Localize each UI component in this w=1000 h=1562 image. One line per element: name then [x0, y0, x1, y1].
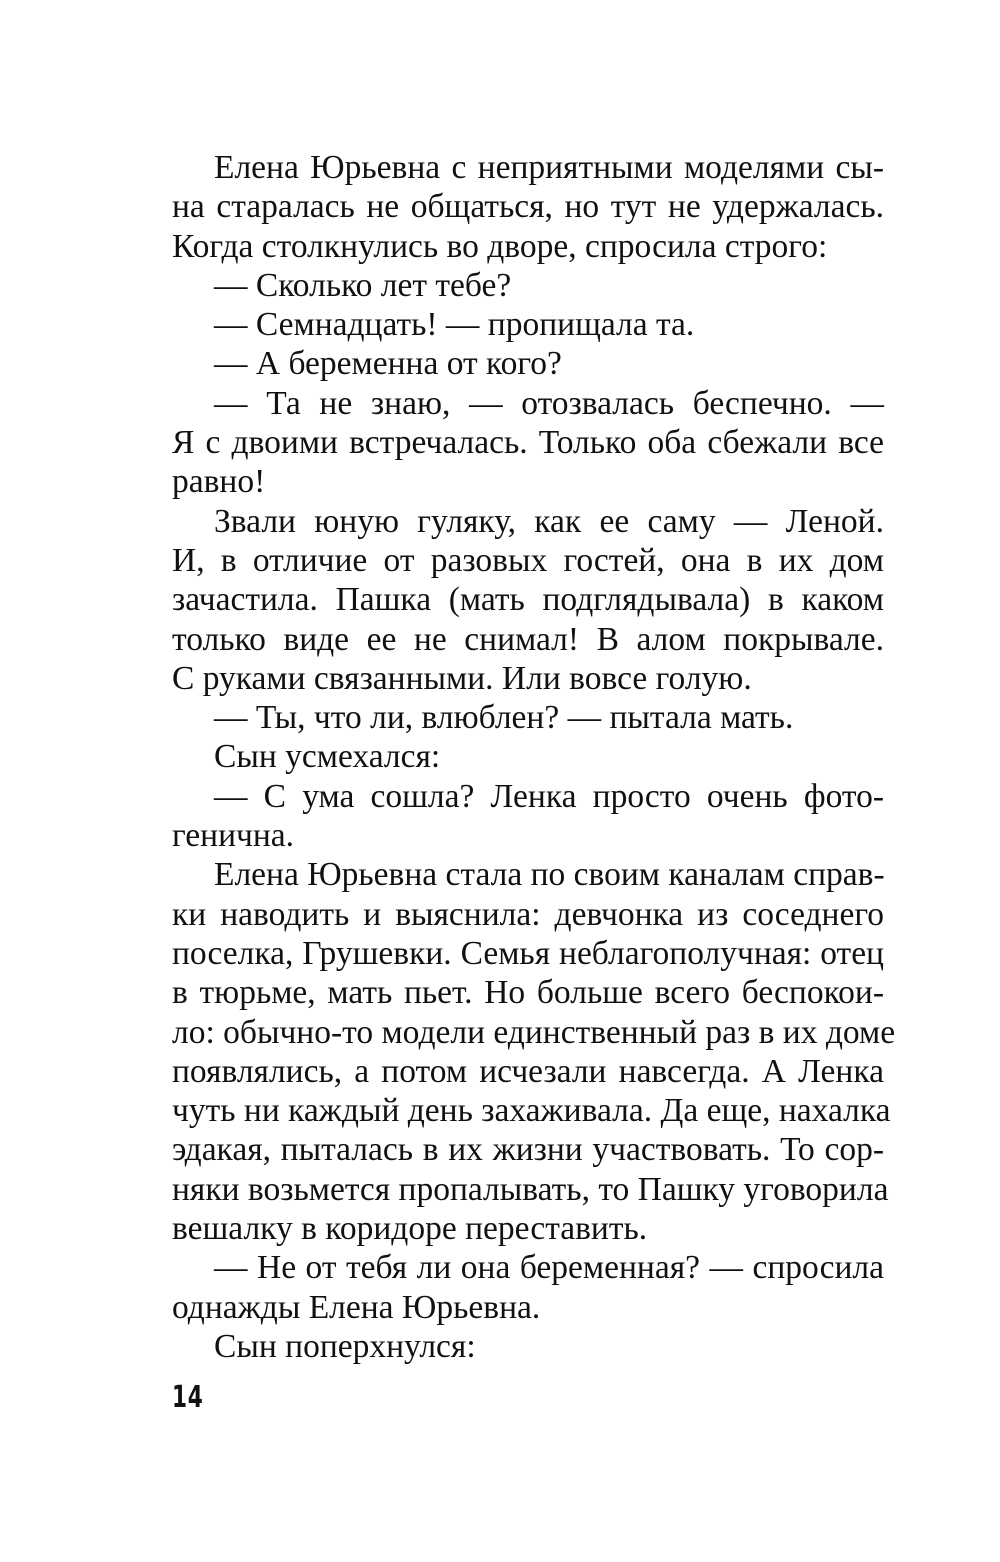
text-line: — Ты, что ли, влюблен? — пытала мать.	[214, 699, 794, 737]
text-line: равно!	[172, 463, 266, 501]
text-line: на старалась не общаться, но тут не удержалась.	[172, 188, 884, 226]
text-line: чуть ни каждый день захаживала. Да еще, нахалка	[172, 1092, 891, 1130]
text-line: — Та не знаю, — отозвалась беспечно. —	[214, 384, 884, 422]
text-line: — А беременна от кого?	[214, 345, 562, 383]
text-line: в тюрьме, мать пьет. Но больше всего беспокои-	[172, 974, 884, 1012]
text-line: — Не от тебя ли она беременная? — спросила	[214, 1249, 884, 1287]
page-number: 14	[172, 1380, 204, 1415]
text-line: Елена Юрьевна с неприятными моделями сы-	[214, 149, 884, 186]
text-line: — С ума сошла? Ленка просто очень фото-	[214, 777, 884, 815]
text-line: появлялись, а потом исчезали навсегда. А Ленка	[172, 1052, 884, 1090]
text-line: поселка, Грушевки. Семья неблагополучная: отец	[172, 934, 884, 972]
text-line: эдакая, пыталась в их жизни участвовать. То сор-	[172, 1131, 884, 1169]
text-line: вешалку в коридоре переставить.	[172, 1210, 648, 1248]
text-line: Сын поперхнулся:	[214, 1327, 476, 1365]
text-line: Елена Юрьевна стала по своим каналам справ-	[214, 856, 885, 894]
text-line: ло: обычно-то модели единственный раз в их доме	[172, 1013, 896, 1051]
text-line: только виде ее не снимал! В алом покрывале.	[172, 620, 884, 658]
text-line: — Семнадцать! — пропищала та.	[214, 306, 695, 344]
text-line: Сын усмехался:	[214, 738, 441, 776]
text-line: Когда столкнулись во дворе, спросила строго:	[172, 227, 828, 265]
text-line: генична.	[172, 817, 295, 855]
text-line: Звали юную гуляку, как ее саму — Леной.	[214, 502, 884, 540]
text-line: С руками связанными. Или вовсе голую.	[172, 659, 752, 697]
text-line: няки возьмется пропалывать, то Пашку уговорила	[172, 1170, 889, 1208]
text-line: Я с двоими встречалась. Только оба сбежали все	[172, 424, 884, 462]
text-line: И, в отличие от разовых гостей, она в их дом	[172, 541, 884, 579]
text-line: ки наводить и выяснила: девчонка из соседнего	[172, 895, 884, 933]
text-line: зачастила. Пашка (мать подглядывала) в каком	[172, 581, 884, 619]
text-line: однажды Елена Юрьевна.	[172, 1288, 541, 1326]
text-line: — Сколько лет тебе?	[214, 266, 512, 304]
body-text	[172, 148, 896, 1366]
